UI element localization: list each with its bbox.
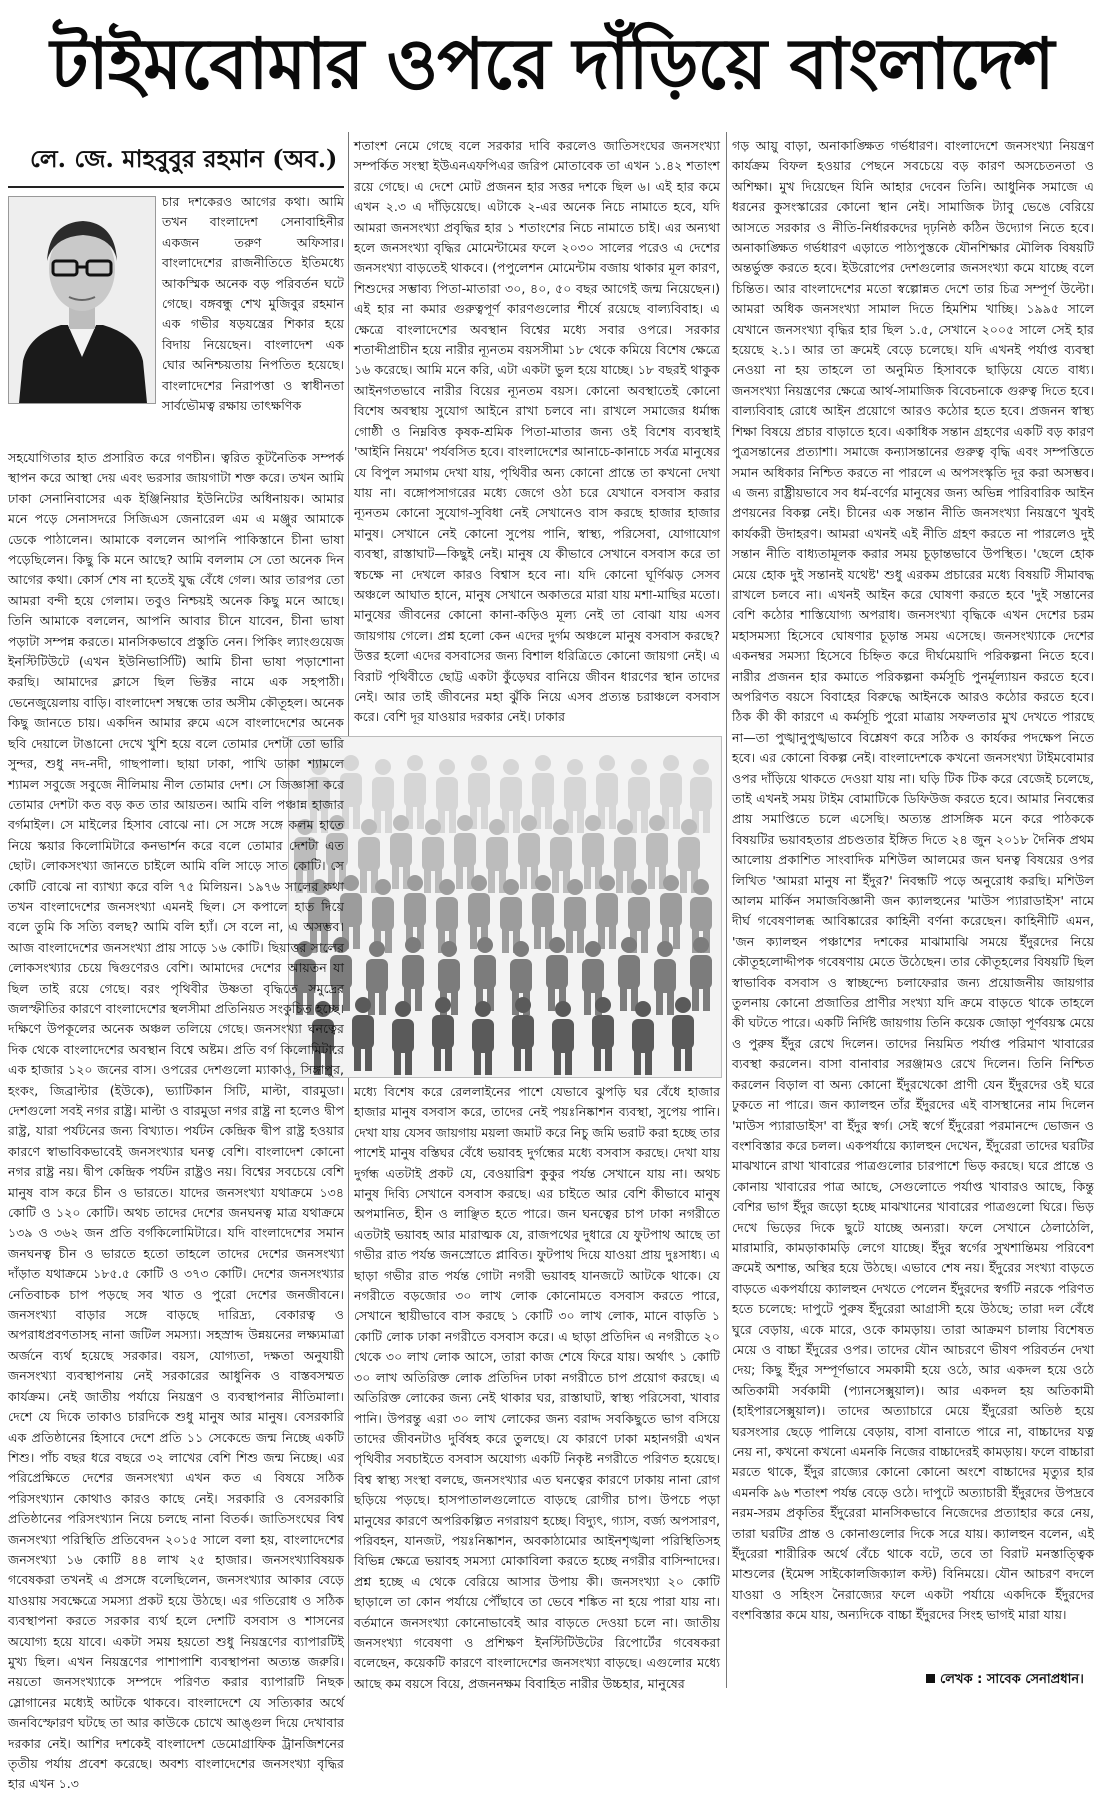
column-divider-right [726,132,727,1688]
article-paragraph: মধ্যে বিশেষ করে রেললাইনের পাশে যেভাবে ঝুপড়ি ঘর বেঁধে হাজার হাজার মানুষ বসবাস করে, তাদের নেই পয়ঃনিষ্কাশন ব্যবস্থা, সুপেয় পানি। দেখা যায় যেসব জায়গায় ময়লা জমাট করে নিচু জমি ভরাট করা হচ্ছে তার পাশেই মানুষ বস্তিঘর বেঁধে ভয়াবহ দুর্গন্ধের মধ্যে বসবাস করছে। দেখা যায় দুর্গন্ধ এতটাই প্রকট যে, বেওয়ারিশ কুকুর পর্যন্ত সেখানে যায় না। অথচ মানুষ দিব্যি সেখানে বসবাস করছে। এর চাইতে আর বেশি কীভাবে মানুষ অপমানিত, হীন ও লাঞ্ছিত হতে পারে। জন ঘনত্বের চাপ ঢাকা নগরীতে এতটাই ভয়াবহ আর মারাত্মক যে, রাজপথের দুধারে যে ফুটপাথ আছে তা গভীর রাত পর্যন্ত জনস্রোতে প্লাবিত। ফুটপাথ দিয়ে যাওয়া প্রায় দুঃসাধ্য। এ ছাড়া গভীর রাত পর্যন্ত গোটা নগরী ভয়াবহ যানজটে আটকে থাকে। যে নগরীতে বড়জোর ৩০ লাখ লোক কোনোমতে বসবাস করতে পারে, সেখানে স্থায়ীভাবে বাস করছে ১ কোটি ৩০ লাখ লোক, মানে বাড়তি ১ কোটি লোক ঢাকা নগরীতে বসবাস করে। এ ছাড়া প্রতিদিন এ নগরীতে ২০ থেকে ৩০ লাখ লোক আসে, তারা কাজ শেষে ফিরে যায়। অর্থাৎ ১ কোটি ৩০ লাখ অতিরিক্ত লোক প্রতিদিন ঢাকা নগরীতে চাপ প্রয়োগ করছে। এ অতিরিক্ত লোকের জন্য নেই থাকার ঘর, রাস্তাঘাট, স্বাস্থ্য পরিসেবা, খাবার পানি। উপরন্তু এরা ৩০ লাখ লোকের জন্য বরাদ্দ সবকিছুতে ভাগ বসিয়ে তাদের জীবনটাও দুর্বিষহ করে তুলছে। যে কারণে ঢাকা মহানগরী এখন পৃথিবীর সবচাইতে বসবাস অযোগ্য একটি নিকৃষ্ট নগরীতে পরিণত হয়েছে। বিশ্ব স্বাস্থ্য সংস্থা বলছে, জনসংখ্যার এত ঘনত্বের কারণে ঢাকায় নানা রোগ ছড়িয়ে পড়ছে। হাসপাতালগুলোতে বাড়ছে রোগীর চাপ। উপচে পড়া মানুষের কারণে অপরিকল্পিত নগরায়ণ হচ্ছে। বিদ্যুৎ, গ্যাস, বর্জ্য অপসারণ, পরিবহন, যানজট, পয়ঃনিষ্কাশন, অবকাঠামোর আইনশৃঙ্খলা পরিস্থিতিসহ বিভিন্ন ক্ষেত্রে ভয়াবহ সমস্যা মোকাবিলা করতে হচ্ছে নগরীর বাসিন্দাদের। প্রশ্ন হচ্ছে এ থেকে বেরিয়ে আসার উপায় কী। জনসংখ্যা ২০ কোটি ছাড়ালে তা কোন পর্যায়ে পৌঁছাবে তা ভেবে শঙ্কিত না হয়ে পারা যায় না। বর্তমানে জনসংখ্যা কোনোভাবেই আর বাড়তে দেওয়া চলে না। জাতীয় জনসংখ্যা গবেষণা ও প্রশিক্ষণ ইনস্টিটিউটের রিপোর্টের গবেষকরা বলেছেন, কয়েকটি কারণে বাংলাদেশের জনসংখ্যা বাড়ছে। এগুলোর মধ্যে আছে কম বয়সে বিয়ে, প্রজননক্ষম বিবাহিত নারীর উচ্চহার, মানুষের [354,1084,721,1691]
article-paragraph: শতাংশ নেমে গেছে বলে সরকার দাবি করলেও জাতিসংঘের জনসংখ্যা সম্পর্কিত সংস্থা ইউএনএফপিএর জরিপ মোতাবেক তা এখন ১.৪২ শতাংশ রয়ে গেছে। এ দেশে মোট প্রজনন হার সত্তর দশকে ছিল ৬। এই হার কমে এখন ২.৩ এ দাঁড়িয়েছে। এটাকে ২-এর অনেক নিচে নামাতে হবে, যদি আমরা জনসংখ্যা প্রবৃদ্ধির হার ১ শতাংশের নিচে নামাতে চাই। এর অন্যথা হলে জনসংখ্যা বৃদ্ধির মোমেন্টামের ফলে ২০৩০ সালের পরেও এ দেশের জনসংখ্যা বাড়তেই থাকবে। (পপুলেশন মোমেন্টাম বজায় থাকার মূল কারণ, শিশুদের সম্ভাব্য পিতা-মাতারা ৩০, ৪০, ৫০ বছর আগেই জন্ম নিয়েছেন।) এই হার না কমার গুরুত্বপূর্ণ কারণগুলোর শীর্ষে রয়েছে বাল্যবিবাহ। এ ক্ষেত্রে বাংলাদেশের অবস্থান বিশ্বের মধ্যে সবার ওপরে। সরকার শতাব্দীপ্রাচীন হয়ে নারীর ন্যূনতম বয়সসীমা ১৮ থেকে কমিয়ে বিশেষ ক্ষেত্রে ১৬ করেছে। আমি মনে করি, এটা একটা ভুল হয়ে যাচ্ছে। ১৮ বছরই থাকুক আইনগতভাবে নারীর বিয়ের ন্যূনতম বয়স। কোনো অবস্থাতেই কোনো বিশেষ অবস্থায় সুযোগ আইনে রাখা চলবে না। রাখলে সমাজের ধর্মান্ধ গোষ্ঠী ও নিম্নবিত্ত কৃষক-শ্রমিক পিতা-মাতার জন্য ওই বিশেষ ব্যবস্থাই 'আইনি নিয়মে' পর্যবসিত হবে। বাংলাদেশের আনাচে-কানাচে সর্বত্র মানুষের যে বিপুল সমাগম দেখা যায়, পৃথিবীর অন্য কোনো প্রান্তে তা কখনো দেখা যায় না। বঙ্গোপসাগরের মধ্যে জেগে ওঠা চরে যেখানে বসবাস করার ন্যূনতম কোনো সুযোগ-সুবিধা নেই সেখানেও বাস করছে হাজার হাজার মানুষ। সেখানে নেই কোনো সুপেয় পানি, স্বাস্থ্য, পরিসেবা, যোগাযোগ ব্যবস্থা, রাস্তাঘাট—কিছুই নেই। মানুষ যে কীভাবে সেখানে বসবাস করে তা স্বচক্ষে না দেখলে কারও বিশ্বাস হবে না। যদি কোনো ঘূর্ণিঝড় সেসব অঞ্চলে আঘাত হানে, মানুষ সেখানে অকাতরে মারা যায় মশা-মাছির মতো। মানুষের জীবনের কোনো কানা-কড়িও মূল্য নেই তা বোঝা যায় এসব জায়গায় গেলে। প্রশ্ন হলো কেন এদের দুর্গম অঞ্চলে মানুষ বসবাস করছে? উত্তর হলো এদের বসবাসের জন্য বিশাল ধরিত্রিতে কোনো জায়গা নেই। এ বিরাট পৃথিবীতে ছোট্ট একটা কুঁড়েঘর বানিয়ে জীবন ধারণের স্থান তাদের নেই। আর তাই জীবনের মহা ঝুঁকি নিয়ে এসব প্রত্যন্ত চরাঞ্চলে বসবাস করে। বেশি দূর যাওয়ার দরকার নেই। ঢাকার [354,138,720,725]
author-portrait-drawing [9,197,155,403]
article-paragraph: সহযোগিতার হাত প্রসারিত করে গণচীন। ত্বরিত কূটনৈতিক সম্পর্ক স্থাপন করে আস্থা দেয় এবং ভরসার জায়গাটা শক্ত করে। তখন আমি ঢাকা সেনানিবাসের এক ইঞ্জিনিয়ার ইউনিটের অধিনায়ক। আমার মনে পড়ে সেনাসদরে সিজিএস জেনারেল এম এ মঞ্জুর আমাকে ডেকে পাঠালেন। আমাকে বললেন আপনি পাকিস্তানে চীনা ভাষা পড়েছিলেন। কিছু কি মনে আছে? আমি বললাম সে তো অনেক দিন আগের কথা। কোর্স শেষ না হতেই যুদ্ধ বেঁধে গেল। আর তারপর তো আমরা বন্দী হয়ে গেলাম। তবুও নিশ্চয়ই অনেক কিছু মনে আছে। তিনি আমাকে বললেন, আপনি আবার চীনে যাবেন, চীনা ভাষা পড়াটা সম্পন্ন করতে। মানসিকভাবে প্রস্তুতি নেন। পিকিং ল্যাংগুয়েজ ইনস্টিটিউটে (এখন ইউনিভার্সিটি) আমি চীনা ভাষা পড়াশোনা করছি। আমাদের ক্লাসে ছিল ভিক্টর নামে এক সহপাঠী। ভেনেজুয়েলায় বাড়ি। বাংলাদেশ সম্বন্ধে তার অসীম কৌতূহল। অনেক কিছু জানতে চায়। একদিন আমার রুমে এসে বাংলাদেশের অনেক ছবি দেয়ালে টাঙানো দেখে খুশি হয়ে বলে তোমার দেশটা তো ভারি সুন্দর, শুধু নদ-নদী, গাছপালা। ছায়া ঢাকা, পাখি ডাকা শ্যামলে শ্যামল সবুজে সবুজে নীলিমায় নীল তোমার দেশ। সে জিজ্ঞাসা করে তোমার দেশটা কত বড় কত তার আয়তন। আমি বলি পঞ্চান্ন হাজার বর্গমাইল। সে মাইলের হিসাব বোঝে না। সে সঙ্গে সঙ্গে কলম হাতে নিয়ে স্কয়ার কিলোমিটারে কনভার্শন করে বলে তোমার দেশটা এত ছোট। লোকসংখ্যা জানতে চাইলে আমি বলি সাড়ে সাত কোটি। সে কোটি বোঝে না ব্যাখ্যা করে বলি ৭৫ মিলিয়ন। ১৯৭৬ সালের কথা তখন বাংলাদেশের জনসংখ্যা এমনই ছিল। সে কপালে হাত দিয়ে বলে তুমি কি সত্যি বলছ? আমি বলি হ্যাঁ। সে বলে না, এ অসম্ভব। আজ বাংলাদেশের জনসংখ্যা প্রায় সাড়ে ১৬ কোটি। ছিয়াত্তর সালের লোকসংখ্যার চেয়ে দ্বিগুণেরও বেশি। আমাদের দেশের আয়তন যা ছিল তাই রয়ে গেছে। বরং পৃথিবীর উষ্ণতা বৃদ্ধিতে সমুদ্রের জলস্ফীতির কারণে বাংলাদেশের স্থলসীমা প্রতিনিয়ত সংকুচিত হচ্ছে। দক্ষিণে উপকূলের অনেক অঞ্চল তলিয়ে গেছে। জনসংখ্যা ঘনত্বের দিক থেকে বাংলাদেশের অবস্থান বিশ্বে অষ্টম। প্রতি বর্গ কিলোমিটারে এক হাজার ১২০ জনের বাস। ওপরের দেশগুলো ম্যাকাও, সিঙ্গাপুর, হংকং, জিব্রাল্টার (ইউকে), ভ্যাটিকান সিটি, মাল্টা, বারমুডা। দেশগুলো সবই নগর রাষ্ট্র। মাল্টা ও বারমুডা নগর রাষ্ট্র না হলেও দ্বীপ রাষ্ট্র, যারা পর্যটনের জন্য বিখ্যাত। পর্যটন কেন্দ্রিক দ্বীপ রাষ্ট্র হওয়ার কারণে স্বাভাবিকভাবেই জনসংখ্যার ঘনত্ব বেশি। বাংলাদেশ কোনো নগর রাষ্ট্র নয়। দ্বীপ কেন্দ্রিক পর্যটন রাষ্ট্রও নয়। বিশ্বের সবচেয়ে বেশি মানুষ বাস করে চীন ও ভারতে। যাদের জনসংখ্যা যথাক্রমে ১৩৪ কোটি ও ১২০ কোটি। অথচ তাদের দেশের জনঘনত্ব মাত্র যথাক্রমে ১৩৯ ও ৩৬২ জন প্রতি বর্গকিলোমিটারে। যদি বাংলাদেশের সমান জনঘনত্ব চীন ও ভারতে হতো তাহলে তাদের দেশের জনসংখ্যা দাঁড়াত যথাক্রমে ১৮৫.৫ কোটি ও ৩৭৩ কোটি। দেশের জনসংখ্যার নেতিবাচক চাপ পড়ছে সব খাত ও পুরো দেশের জনজীবনে। জনসংখ্যা বাড়ার সঙ্গে বাড়ছে দারিদ্র্য, বেকারত্ব ও অপরাধপ্রবণতাসহ নানা জটিল সমস্যা। সহস্রাব্দ উন্নয়নের লক্ষ্যমাত্রা অর্জনে ব্যর্থ হয়েছে সরকার। বয়স, যোগ্যতা, দক্ষতা অনুযায়ী জনসংখ্যা ব্যবস্থাপনায় নেই সরকারের আধুনিক ও বাস্তবসম্মত কার্যক্রম। নেই জাতীয় পর্যায়ে নিয়ন্ত্রণ ও ব্যবস্থাপনার নীতিমালা। দেশে যে দিকে তাকাও চারদিকে শুধু মানুষ আর মানুষ। বেসরকারি এক প্রতিষ্ঠানের হিসাবে দেশে প্রতি ১১ সেকেন্ডে জন্ম নিচ্ছে একটি শিশু। পাঁচ বছর ধরে বছরে ৩২ লাখের বেশি শিশু জন্ম নিচ্ছে। এর পরিপ্রেক্ষিতে দেশের জনসংখ্যা এখন কত এ বিষয়ে সঠিক পরিসংখ্যান কোথাও কারও কাছে নেই। সরকারি ও বেসরকারি প্রতিষ্ঠানের পরিসংখ্যান নিয়ে চলছে নানা বিতর্ক। জাতিসংঘের বিশ্ব জনসংখ্যা পরিস্থিতি প্রতিবেদন ২০১৫ সালে বলা হয়, বাংলাদেশের জনসংখ্যা ১৬ কোটি ৪৪ লাখ ২৫ হাজার। জনসংখ্যাবিষয়ক গবেষকরা তখনই এ প্রসঙ্গে বলেছিলেন, জনসংখ্যার আকার বেড়ে যাওয়ায় সবক্ষেত্রে সমস্যা প্রকট হয়ে উঠছে। এর গতিরোধ ও সঠিক ব্যবস্থাপনা করতে সরকার ব্যর্থ হলে দেশটি বসবাস ও শাসনের অযোগ্য হয়ে যাবে। একটা সময় হয়তো শুধু নিয়ন্ত্রণের ব্যাপারটিই মুখ্য ছিল। এখন নিয়ন্ত্রণের পাশাপাশি ব্যবস্থাপনা অত্যন্ত জরুরি। নয়তো জনসংখ্যাকে সম্পদে পরিণত করার ব্যাপারটি নিছক স্লোগানের মধ্যেই আটকে থাকবে। বাংলাদেশে যে সত্যিকার অর্থে জনবিস্ফোরণ ঘটছে তা আর কাউকে চোখে আঙ্গুল দিয়ে দেখাবার দরকার নেই। আশির দশকেই বাংলাদেশ ডেমোগ্রাফিক ট্রানজিশনের তৃতীয় পর্যায় প্রবেশ করেছে। অবশ্য বাংলাদেশের জনসংখ্যা বৃদ্ধির হার এখন ১.৩ [8,450,344,1792]
byline: লে. জে. মাহবুবুর রহমান (অব.) [30,144,338,173]
article-column-1-top [162,192,344,448]
crowd-illustration-drawing [289,737,721,1077]
author-credit [926,1670,1096,1690]
article-column-2-bottom [354,1082,721,1691]
crowd-illustration [288,736,722,1078]
author-portrait [8,196,156,404]
square-bullet-icon [926,1674,935,1683]
author-credit-text: লেখক : সাবেক সেনাপ্রধান। [940,1672,1084,1687]
article-paragraph: গড় আয়ু বাড়া, অনাকাঙ্ক্ষিত গর্ভধারণ। বাংলাদেশে জনসংখ্যা নিয়ন্ত্রণ কার্যক্রম বিফল হওয়ার পেছনে সবচেয়ে বড় কারণ অসচেতনতা ও অশিক্ষা। মুখ দিয়েছেন যিনি আহার দেবেন তিনি। আধুনিক সমাজে এ ধরনের কুসংস্কারের কোনো স্থান নেই। সামাজিক ট্যাবু ভেঙে বেরিয়ে আসতে সরকার ও নীতি-নির্ধারকদের দৃঢ়নিষ্ঠ কঠিন উদ্যোগ নিতে হবে। অনাকাঙ্ক্ষিত গর্ভধারণ এড়াতে পাঠ্যপুস্তকে যৌনশিক্ষার মৌলিক বিষয়টি অন্তর্ভুক্ত করতে হবে। ইউরোপের দেশগুলোর জনসংখ্যা কমে যাচ্ছে বলে চিন্তিত। আর বাংলাদেশের মতো স্বল্পোন্নত দেশে তার চিত্র সম্পূর্ণ উল্টো। আমরা অধিক জনসংখ্যা সামাল দিতে হিমশিম খাচ্ছি। ১৯৯৫ সালে যেখানে জনসংখ্যা বৃদ্ধির হার ছিল ১.৫, সেখানে ২০০৫ সালে সেই হার হয়েছে ২.১। আর তা ক্রমেই বেড়ে চলেছে। যদি এখনই পর্যাপ্ত ব্যবস্থা নেওয়া না হয় তাহলে তা অনুমিত হিসাবকে ছাড়িয়ে যেতে বাধ্য। জনসংখ্যা নিয়ন্ত্রণের ক্ষেত্রে আর্থ-সামাজিক বিবেচনাকে গুরুত্ব দিতে হবে। বাল্যবিবাহ রোধে আইন প্রয়োগে আরও কঠোর হতে হবে। প্রজনন স্বাস্থ্য শিক্ষা বিষয়ে প্রচার বাড়াতে হবে। একাধিক সন্তান গ্রহণের একটি বড় কারণ পুত্রসন্তানের প্রত্যাশা। সমাজে কন্যাসন্তানের গুরুত্ব বৃদ্ধি এবং সম্পত্তিতে সমান অধিকার নিশ্চিত করতে না পারলে এ অপসংস্কৃতি দূর করা অসম্ভব। এ জন্য রাষ্ট্রীয়ভাবে সব ধর্ম-বর্ণের মানুষের জন্য অভিন্ন পারিবারিক আইন প্রণয়নের বিকল্প নেই। চীনের এক সন্তান নীতি জনসংখ্যা নিয়ন্ত্রণে খুবই কার্যকরী উদাহরণ। আমরা এখনই এই নীতি গ্রহণ করতে না পারলেও দুই সন্তান নীতি বাধ্যতামূলক করার সময় চূড়ান্তভাবে উপস্থিত। 'ছেলে হোক মেয়ে হোক দুই সন্তানই যথেষ্ট' শুধু এরকম প্রচারের মধ্যে বিষয়টি সীমাবদ্ধ রাখলে চলবে না। এখনই আইন করে ঘোষণা করতে হবে 'দুই সন্তানের বেশি কঠোর শাস্তিযোগ্য অপরাধ। জনসংখ্যা বৃদ্ধিকে এখন দেশের চরম মহাসমস্যা হিসেবে ঘোষণার চূড়ান্ত সময় এসেছে। জনসংখ্যাকে দেশের একনম্বর সমস্যা হিসেবে চিহ্নিত করে দীর্ঘমেয়াদি পরিকল্পনা নিতে হবে। নারীর প্রজনন হার কমাতে পরিকল্পনা কর্মসূচি পুনর্মূল্যায়ন করতে হবে। অপরিণত বয়সে বিবাহের বিরুদ্ধে আইনকে আরও কঠোর করতে হবে। ঠিক কী কী কারণে এ কর্মসূচি পুরো মাত্রায় সফলতার মুখ দেখতে পারছে না—তা পুঙ্খানুপুঙ্খভাবে বিশ্লেষণ করে সঠিক ও কার্যকর পদক্ষেপ নিতে হবে। এর কোনো বিকল্প নেই। বাংলাদেশকে কখনো জনসংখ্যা টাইমবোমার ওপর দাঁড়িয়ে থাকতে দেওয়া যায় না। ঘড়ি টিক টিক করে বেজেই চলেছে, তাই এখনই সময় টাইম বোমাটিকে ডিফিউজ করতে হবে। আমার নিবন্ধের প্রায় সমাপ্তিতে চলে এসেছি। অত্যন্ত প্রাসঙ্গিক মনে করে পাঠককে বিষয়টির ভয়াবহতার প্রচণ্ডতার ইঙ্গিত দিতে ২৪ জুন ২০১৮ দৈনিক প্রথম আলোয় প্রকাশিত সাংবাদিক মশিউল আলমের জন ঘনত্ব বিষয়ের ওপর লিখিত 'আমরা মানুষ না ইঁদুর?' নিবন্ধটি পড়ে অনুরোধ করছি। মশিউল আলম মার্কিন সমাজবিজ্ঞানী জন ক্যালহুনের 'মাউস প্যারাডাইস' নামে দীর্ঘ গবেষণালব্ধ আবিষ্কারের কাহিনী বর্ণনা করেছেন। কাহিনীটি এমন, 'জন ক্যালহুন পঞ্চাশের দশকের মাঝামাঝি সময়ে ইঁদুরদের নিয়ে কৌতূহলোদ্দীপক গবেষণায় মেতে উঠেছেন। তার কৌতূহলের বিষয়টি ছিল স্বাভাবিক বসবাস ও স্বাচ্ছন্দ্যে চলাফেরার জন্য প্রয়োজনীয় জায়গার তুলনায় কোনো প্রজাতির প্রাণীর সংখ্যা যদি ক্রমে বাড়তে থাকে তাহলে কী ঘটতে পারে। একটি নির্দিষ্ট জায়গায় তিনি কয়েক জোড়া পূর্ণবয়স্ক মেয়ে ও পুরুষ ইঁদুর রেখে দিলেন। তাদের নিয়মিত পর্যাপ্ত পরিমাণ খাবারের ব্যবস্থা করলেন। বাসা বানাবার সরঞ্জামও রেখে দিলেন। তিনি নিশ্চিত করলেন বিড়াল বা অন্য কোনো ইঁদুরখেকো প্রাণী যেন ইঁদুরদের ওই ঘরে ঢুকতে না পারে। জন ক্যালহুন তাঁর ইঁদুরদের এই বাসস্থানের নাম দিলেন 'মাউস প্যারাডাইস' বা ইঁদুর স্বর্গ। সেই স্বর্গে ইঁদুরেরা পরমানন্দে ভোজন ও বংশবিস্তার করে চলল। একপর্যায়ে ক্যালহুন দেখেন, ইঁদুরেরা তাদের ঘরটির মাঝখানে রাখা খাবারের পাত্রগুলোর চারপাশে ভিড় করছে। ঘরে প্রান্তে ও কোনায় খাবারের পাত্র আছে, সেগুলোতে পর্যাপ্ত খাবারও আছে, কিন্তু বেশির ভাগ ইঁদুর জড়ো হচ্ছে মাঝখানের খাবারের পাত্রগুলো ঘিরে। ভিড় দেখে ভিড়ের দিকে ছুটে যাচ্ছে অন্যরা। ফলে সেখানে ঠেলাঠেলি, মারামারি, কামড়াকামড়ি লেগে যাচ্ছে। ইঁদুর স্বর্গের সুখশান্তিময় পরিবেশ ক্রমেই অশান্ত, অস্থির হয়ে উঠছে। এভাবে শেষ নয়। ইঁদুরের সংখ্যা বাড়তে বাড়তে একপর্যায়ে ক্যালহুন দেখতে পেলেন ইঁদুরদের স্বর্গটি নরকে পরিণত হতে চলেছে: দাপুটে পুরুষ ইঁদুরেরা আগ্রাসী হয়ে উঠছে; তারা দল বেঁধে ঘুরে বেড়ায়, একে মারে, ওকে কামড়ায়। তারা আক্রমণ চালায় বিশেষত মেয়ে ও বাচ্চা ইঁদুরের ওপর। তাদের যৌন আচরণে ভীষণ পরিবর্তন দেখা দেয়; কিছু ইঁদুর সম্পূর্ণভাবে সমকামী হয়ে ওঠে, আর একদল হয়ে ওঠে অতিকামী সর্বকামী (প্যানসেক্সুয়াল)। আর একদল হয় অতিকামী (হাইপারসেক্সুয়াল)। তাদের অত্যাচারে মেয়ে ইঁদুরেরা অতিষ্ঠ হয়ে ঘরসংসার ছেড়ে পালিয়ে বেড়ায়, বাসা বানাতে পারে না, বাচ্চাদের যত্ন নেয় না, কখনো কখনো এমনকি নিজের বাচ্চাদেরই কামড়ায়। ফলে বাচ্চারা মরতে থাকে, ইঁদুর রাজ্যের কোনো কোনো অংশে বাচ্চাদের মৃত্যুর হার এমনকি ৯৬ শতাংশ পর্যন্ত বেড়ে ওঠে। দাপুটে অত্যাচারী ইঁদুরদের উপদ্রবে নরম-সরম প্রকৃতির ইঁদুরেরা মানসিকভাবে নিজেদের প্রত্যাহার করে নেয়, তারা ঘরটির প্রান্ত ও কোনাগুলোর দিকে সরে যায়। ক্যালহুন বলেন, এই ইঁদুরেরা শারীরিক অর্থে বেঁচে থাকে বটে, তবে তা বিরাট মনস্তাত্ত্বিক মাশুলের (ইমেন্স সাইকোলজিক্যাল কস্ট) বিনিময়ে। যৌন আচরণ বদলে যাওয়া ও সহিংস নৈরাজ্যের ফলে একটা পর্যায়ে একদিকে ইঁদুরদের বংশবিস্তার কমে যায়, অন্যদিকে বাচ্চা ইঁদুরদের সিংহ ভাগই মারা যায়। [732,138,1094,1623]
byline-rule [8,186,344,188]
article-column-1 [8,448,344,1792]
article-paragraph: চার দশকেরও আগের কথা। আমি তখন বাংলাদেশ সেনাবাহিনীর একজন তরুণ অফিসার। বাংলাদেশের রাজনীতিতে ইতিমধ্যে আকস্মিক অনেক বড় পরিবর্তন ঘটে গেছে। বঙ্গবন্ধু শেখ মুজিবুর রহমান এক গভীর ষড়যন্ত্রের শিকার হয়ে বিদায় নিয়েছেন। বাংলাদেশ এক ঘোর অনিশ্চয়তায় নিপতিত হয়েছে। বাংলাদেশের নিরাপত্তা ও স্বাধীনতা সার্বভৌমত্ব রক্ষায় তাৎক্ষণিক [162,194,344,414]
article-column-3 [732,136,1094,1666]
headline: টাইমবোমার ওপরে দাঁড়িয়ে বাংলাদেশ [50,22,1054,105]
article-column-2-top [354,136,720,732]
